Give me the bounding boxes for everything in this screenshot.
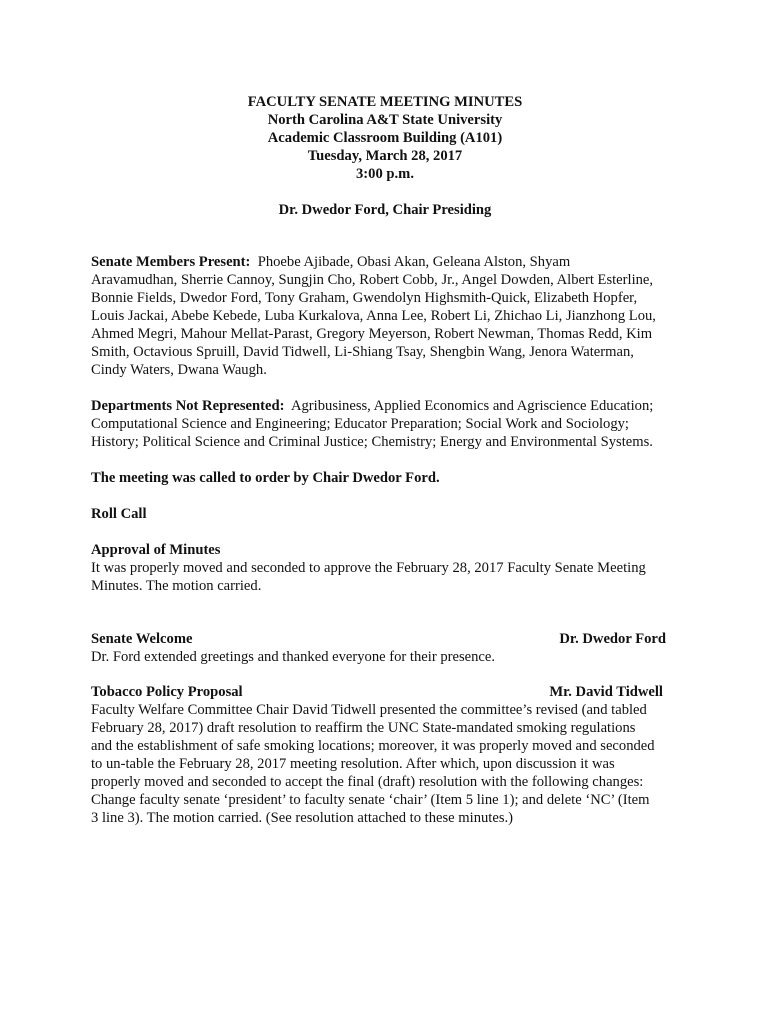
members-line: Ahmed Megri, Mahour Mellat-Parast, Gregory Meyerson, Robert Newman, Thomas Redd, Kim bbox=[91, 326, 653, 342]
approval-line: Minutes. The motion carried. bbox=[91, 578, 262, 594]
document-title: FACULTY SENATE MEETING MINUTES bbox=[247, 94, 523, 110]
welcome-text: Dr. Ford extended greetings and thanked everyone for their presence. bbox=[91, 649, 496, 665]
tobacco-line: 3 line 3). The motion carried. (See resolution attached to these minutes.) bbox=[91, 810, 514, 826]
departments-label: Departments Not Represented: bbox=[91, 398, 285, 414]
tobacco-line: Faculty Welfare Committee Chair David Tidwell presented the committee’s revised (and tabled bbox=[91, 702, 647, 718]
tobacco-heading: Tobacco Policy Proposal bbox=[91, 684, 243, 700]
tobacco-line: properly moved and seconded to accept the final (draft) resolution with the following changes: bbox=[91, 774, 644, 790]
departments-line: Computational Science and Engineering; Educator Preparation; Social Work and Sociology; bbox=[91, 416, 629, 432]
tobacco-line: and the establishment of safe smoking locations; moreover, it was properly moved and seconded bbox=[91, 738, 655, 754]
presiding-chair: Dr. Dwedor Ford, Chair Presiding bbox=[278, 202, 492, 218]
members-line: Phoebe Ajibade, Obasi Akan, Geleana Alston, Shyam bbox=[257, 254, 571, 270]
tobacco-line: Change faculty senate ‘president’ to faculty senate ‘chair’ (Item 5 line 1); and delete ‘NC’ (Item bbox=[91, 792, 650, 808]
members-line: Louis Jackai, Abebe Kebede, Luba Kurkalova, Anna Lee, Robert Li, Zhichao Li, Jianzhong Lou, bbox=[91, 308, 656, 324]
tobacco-presenter: Mr. David Tidwell bbox=[549, 684, 663, 700]
meeting-date: Tuesday, March 28, 2017 bbox=[307, 148, 463, 164]
roll-call-heading: Roll Call bbox=[91, 506, 147, 522]
meeting-location: Academic Classroom Building (A101) bbox=[267, 130, 503, 146]
tobacco-line: to un-table the February 28, 2017 meeting resolution. After which, upon discussion it was bbox=[91, 756, 615, 772]
members-line: Bonnie Fields, Dwedor Ford, Tony Graham, Gwendolyn Highsmith-Quick, Elizabeth Hopfer, bbox=[91, 290, 638, 306]
members-present-label: Senate Members Present: bbox=[91, 254, 251, 270]
tobacco-section bbox=[91, 683, 681, 827]
approval-line: It was properly moved and seconded to approve the February 28, 2017 Faculty Senate Meeting bbox=[91, 560, 646, 576]
approval-heading: Approval of Minutes bbox=[91, 542, 221, 558]
welcome-presenter: Dr. Dwedor Ford bbox=[559, 631, 666, 647]
call-to-order: The meeting was called to order by Chair Dwedor Ford. bbox=[91, 470, 440, 486]
departments-line: History; Political Science and Criminal Justice; Chemistry; Energy and Environmental Systems. bbox=[91, 434, 653, 450]
welcome-section bbox=[91, 630, 681, 666]
departments-section bbox=[91, 397, 681, 451]
welcome-heading: Senate Welcome bbox=[91, 631, 193, 647]
members-line: Cindy Waters, Dwana Waugh. bbox=[91, 362, 267, 378]
members-present-section bbox=[91, 253, 681, 379]
minutes-header bbox=[0, 93, 770, 183]
meeting-time: 3:00 p.m. bbox=[356, 166, 414, 182]
university-name: North Carolina A&T State University bbox=[267, 112, 503, 128]
approval-section bbox=[91, 541, 681, 595]
members-line: Aravamudhan, Sherrie Cannoy, Sungjin Cho, Robert Cobb, Jr., Angel Dowden, Albert Esterline, bbox=[91, 272, 654, 288]
departments-line: Agribusiness, Applied Economics and Agriscience Education; bbox=[290, 398, 654, 414]
members-line: Smith, Octavious Spruill, David Tidwell, Li-Shiang Tsay, Shengbin Wang, Jenora Waterman, bbox=[91, 344, 634, 360]
tobacco-line: February 28, 2017) draft resolution to reaffirm the UNC State-mandated smoking regulations bbox=[91, 720, 636, 736]
